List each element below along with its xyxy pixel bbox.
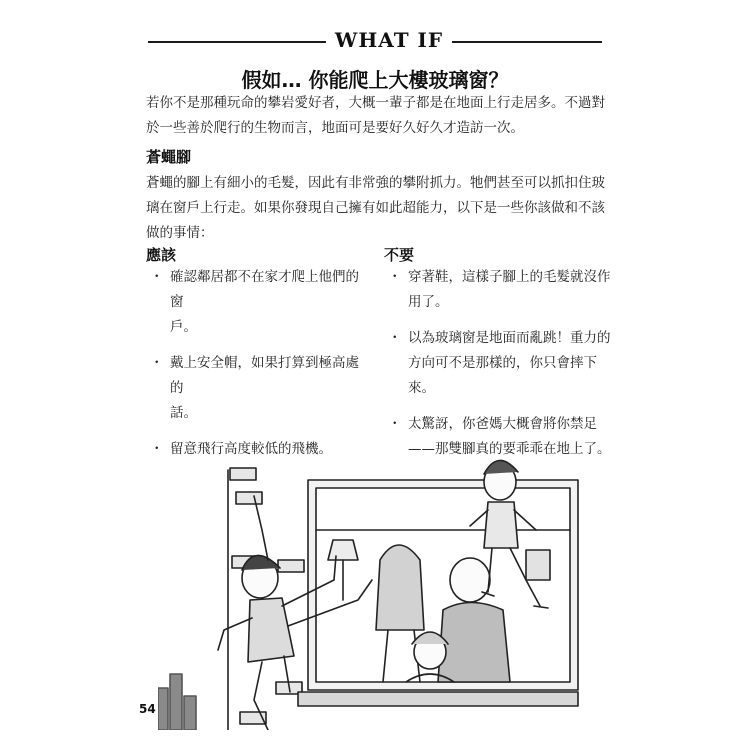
list-item-line: 太驚訝，你爸媽大概會將你禁足 (408, 416, 597, 432)
bullet-icon: ・ (150, 441, 164, 457)
list-item-line: 戶。 (170, 319, 197, 335)
page-number: 54 (139, 702, 156, 716)
list-item (384, 265, 616, 315)
list-item-line: 穿著鞋，這樣子腳上的毛髮就沒作 (408, 269, 611, 285)
bullet-icon: ・ (150, 269, 164, 285)
bullet-icon: ・ (388, 269, 402, 285)
list-item-line: 方向可不是那樣的，你只會摔下 (408, 355, 597, 371)
list-item-line: ——那雙腳真的要乖乖在地上了。 (408, 441, 611, 457)
section-paragraph (146, 171, 606, 246)
climbing-illustration (158, 430, 598, 730)
section-title: 蒼蠅腳 (146, 148, 192, 166)
list-item (146, 351, 372, 426)
bullet-icon: ・ (150, 355, 164, 371)
list-item-line: 確認鄰居都不在家才爬上他們的窗 (170, 269, 359, 310)
header-rule-right (452, 41, 602, 43)
intro-paragraph (146, 91, 606, 141)
list-item-line: 用了。 (408, 294, 449, 310)
list-item (384, 326, 616, 401)
list-item-line: 以為玻璃窗是地面而亂跳！重力的 (408, 330, 611, 346)
list-item (146, 265, 372, 340)
bullet-icon: ・ (388, 330, 402, 346)
section-line: 璃在窗戶上行走。如果你發現自己擁有如此超能力，以下是一些你該做和不該 (146, 200, 605, 216)
intro-line: 於一些善於爬行的生物而言，地面可是要好久好久才造訪一次。 (146, 120, 524, 136)
list-item-line: 留意飛行高度較低的飛機。 (170, 441, 332, 457)
dont-column-title: 不要 (384, 246, 415, 264)
intro-line: 若你不是那種玩命的攀岩愛好者，大概一輩子都是在地面上行走居多。不過對 (146, 95, 605, 111)
city-silhouette (158, 674, 196, 730)
header-rule-left (148, 41, 326, 43)
page-title: 假如… 你能爬上大樓玻璃窗？ (241, 68, 509, 92)
section-line: 做的事情： (146, 225, 214, 241)
header-title: WHAT IF (334, 28, 444, 52)
list-item-line: 話。 (170, 405, 197, 421)
bullet-icon: ・ (388, 416, 402, 432)
section-line: 蒼蠅的腳上有細小的毛髮，因此有非常強的攀附抓力。牠們甚至可以抓扣住玻 (146, 175, 605, 191)
do-column-title: 應該 (146, 246, 177, 264)
list-item-line: 戴上安全帽，如果打算到極高處的 (170, 355, 359, 396)
list-item-line: 來。 (408, 380, 435, 396)
